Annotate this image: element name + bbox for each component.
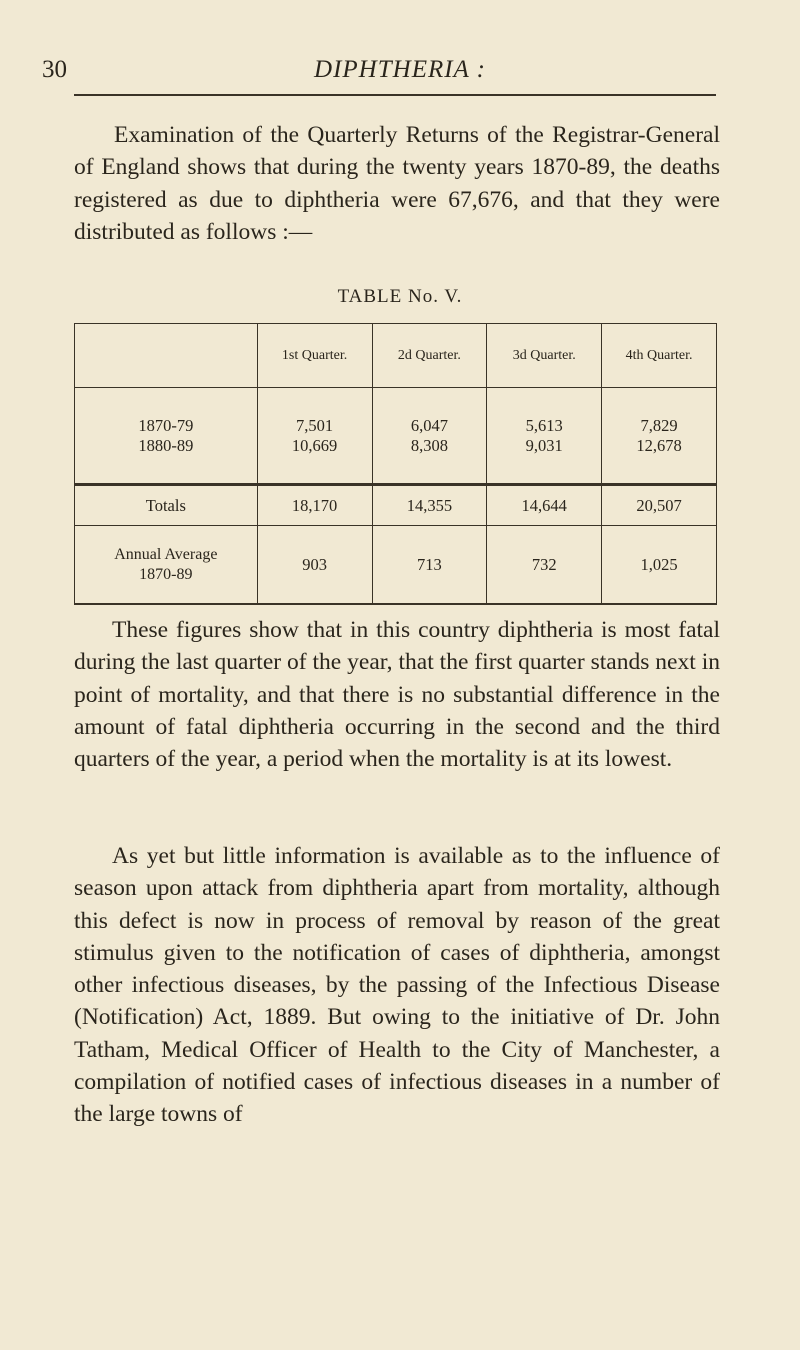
totals-q4: 20,507 [602,485,717,526]
totals-label: Totals [75,485,258,526]
diphtheria-deaths-table [74,323,717,605]
cell-value: 8,308 [410,435,448,455]
running-head: DIPHTHERIA : [314,56,486,83]
totals-q3: 14,644 [487,485,602,526]
cell-value: 6,047 [410,415,448,435]
table-header-q2: 2d Quarter. [372,324,487,388]
table-header-q4: 4th Quarter. [602,324,717,388]
table-row-totals [75,485,717,526]
totals-q1: 18,170 [257,485,372,526]
annual-average-q3: 732 [487,526,602,605]
cell-value: 12,678 [636,435,682,455]
table-header-q1: 1st Quarter. [257,324,372,388]
table-title: TABLE No. V. [337,286,463,307]
annual-average-q2: 713 [372,526,487,605]
cell-value: 7,501 [296,415,334,435]
table-cell-q1 [257,388,372,485]
paragraph-notification: As yet but little information is available as to the influence of season upon attack from diphtheria apart from mortality, although this defect is now in process of removal by reason of the great stimulus given to the notification of cases of diphtheria, amongst other infectious diseases, by the passing of the Infectious Disease (Notification) Act, 1889. But owing to the initiative of Dr. John Tatham, Medical Officer of Health to the City of Manchester, a compilation of notified cases of infectious diseases in a number of the large towns of [74,843,720,1128]
table-header-row [75,324,717,388]
table-cell-period-labels [75,388,258,485]
cell-value: 7,829 [640,415,678,435]
annual-average-q1: 903 [257,526,372,605]
cell-value: 5,613 [525,415,563,435]
table-cell-q3 [487,388,602,485]
table-header-q3: 3d Quarter. [487,324,602,388]
cell-value: 9,031 [525,435,563,455]
annual-average-q4: 1,025 [602,526,717,605]
header-rule [74,94,716,96]
table-header-blank [75,324,258,388]
page-number: 30 [42,56,67,83]
table-row-annual-average [75,526,717,605]
totals-q2: 14,355 [372,485,487,526]
table-row-periods [75,388,717,485]
period-label: 1870-79 [138,415,194,435]
paragraph-findings: These figures show that in this country diphtheria is most fatal during the last quarter of the year, that the first quarter stands next in point of mortality, and that there is no substantial difference in the amount of fatal diphtheria occurring in the second and the third quarters of the year, a period when the mortality is at its lowest. [74,617,720,773]
annual-average-label-line2: 1870-89 [139,565,193,583]
annual-average-label [75,526,258,605]
table-cell-q2 [372,388,487,485]
paragraph-intro: Examination of the Quarterly Returns of the Registrar-General of England shows that during the twenty years 1870-89, the deaths registered as due to diphtheria were 67,676, and that they were distributed as follows :— [74,122,720,245]
period-label: 1880-89 [138,435,194,455]
table-cell-q4 [602,388,717,485]
annual-average-label-line1: Annual Average [114,545,218,563]
cell-value: 10,669 [291,435,338,455]
